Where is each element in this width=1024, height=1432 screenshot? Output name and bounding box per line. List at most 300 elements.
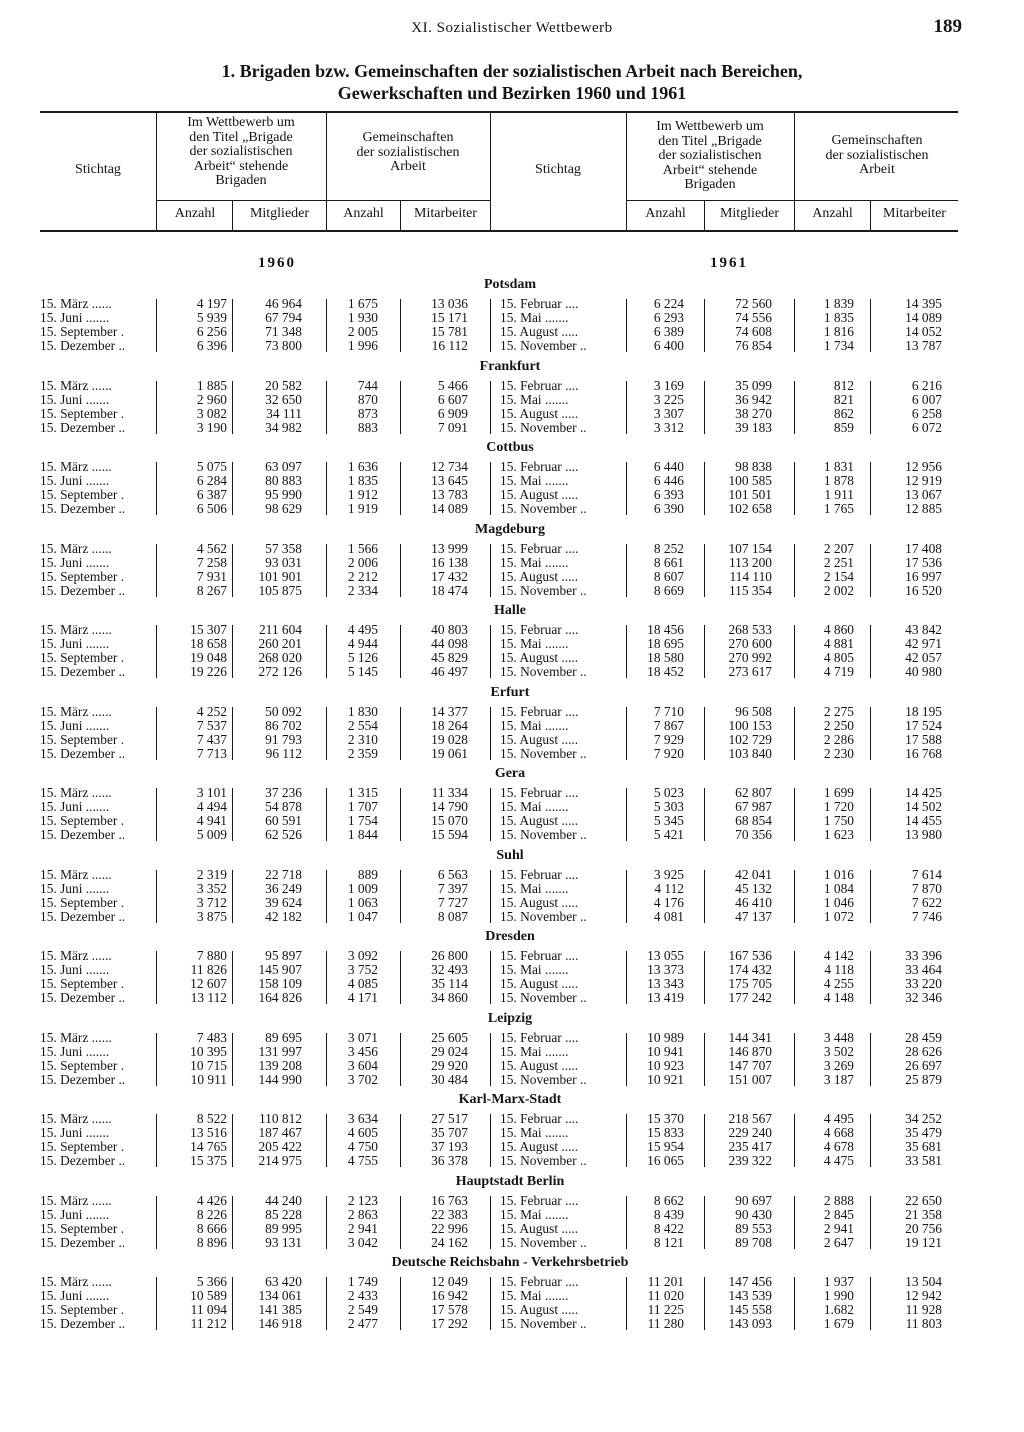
stichtag-cell: 15. März ...... (40, 1029, 112, 1045)
mitglieder-cell: 270 992 (728, 650, 772, 665)
column-divider (326, 625, 327, 678)
column-divider (626, 1033, 627, 1086)
mitarbeiter-cell: 34 860 (431, 990, 468, 1005)
stichtag-cell: 15. Dezember .. (40, 1071, 126, 1087)
header-stichtag-right: Stichtag (535, 162, 581, 177)
mitarbeiter-cell: 15 070 (431, 813, 468, 828)
anzahl-cell: 2 005 (347, 324, 378, 339)
mitglieder-cell: 36 249 (265, 880, 302, 896)
anzahl-cell: 883 (357, 419, 378, 435)
anzahl-cell: 4 255 (823, 976, 854, 991)
mitglieder-cell: 60 591 (265, 813, 302, 828)
anzahl-cell: 870 (357, 391, 378, 407)
stichtag-cell: 15. Juni ....... (40, 1125, 110, 1140)
mitarbeiter-cell: 7 746 (911, 908, 942, 924)
mitglieder-cell: 47 137 (735, 908, 772, 924)
mitarbeiter-cell: 33 464 (905, 962, 942, 977)
mitglieder-cell: 74 556 (735, 310, 772, 325)
mitarbeiter-cell: 12 956 (905, 459, 942, 474)
mitarbeiter-cell: 11 803 (905, 1316, 942, 1331)
anzahl-cell: 3 875 (196, 908, 227, 924)
stichtag-cell: 15. Dezember .. (40, 1153, 126, 1168)
mitglieder-cell: 146 870 (728, 1043, 772, 1059)
anzahl-cell: 13 516 (190, 1125, 227, 1140)
header-mitarbeiter: Mitarbeiter (883, 206, 946, 221)
mitarbeiter-cell: 16 138 (431, 554, 468, 570)
anzahl-cell: 18 695 (647, 636, 684, 651)
column-divider (626, 462, 627, 515)
column-divider (326, 544, 327, 597)
column-divider (794, 707, 795, 760)
stichtag-cell: 15. Februar .... (500, 296, 579, 311)
column-divider (490, 299, 491, 352)
mitarbeiter-cell: 22 650 (905, 1192, 942, 1208)
anzahl-cell: 873 (357, 405, 378, 421)
column-divider (490, 625, 491, 678)
anzahl-cell: 2 359 (347, 745, 378, 761)
mitglieder-cell: 89 553 (735, 1220, 772, 1236)
anzahl-cell: 3 071 (347, 1029, 378, 1045)
stichtag-cell: 15. März ...... (40, 377, 112, 393)
year-label-1961: 1961 (710, 255, 748, 271)
column-divider (794, 381, 795, 434)
anzahl-cell: 1 046 (823, 894, 854, 910)
mitarbeiter-cell: 34 252 (905, 1111, 942, 1126)
anzahl-cell: 4 118 (824, 962, 854, 977)
mitarbeiter-cell: 16 763 (431, 1192, 468, 1208)
mitarbeiter-cell: 40 803 (431, 622, 468, 637)
anzahl-cell: 4 495 (823, 1111, 854, 1126)
column-divider (232, 707, 233, 760)
stichtag-cell: 15. März ...... (40, 1111, 112, 1126)
anzahl-cell: 4 668 (823, 1125, 854, 1140)
mitglieder-cell: 164 826 (258, 990, 302, 1005)
column-divider (232, 788, 233, 841)
stichtag-cell: 15. Februar .... (500, 703, 579, 719)
mitarbeiter-cell: 35 707 (431, 1125, 468, 1140)
anzahl-cell: 8 226 (196, 1206, 227, 1222)
anzahl-cell: 6 390 (653, 501, 684, 516)
stichtag-cell: 15. Februar .... (500, 459, 579, 474)
anzahl-cell: 10 989 (647, 1029, 684, 1045)
mitglieder-cell: 70 356 (735, 827, 772, 842)
stichtag-cell: 15. Mai ....... (500, 1125, 569, 1140)
anzahl-cell: 6 440 (653, 459, 684, 474)
mitglieder-cell: 147 456 (728, 1274, 772, 1289)
mitarbeiter-cell: 16 997 (905, 568, 942, 584)
column-divider (704, 462, 705, 515)
mitglieder-cell: 100 153 (728, 717, 772, 733)
stichtag-cell: 15. September . (40, 1139, 125, 1154)
mitarbeiter-cell: 24 162 (431, 1234, 468, 1250)
column-divider (794, 1033, 795, 1086)
mitglieder-cell: 38 270 (735, 405, 772, 421)
stichtag-cell: 15. Juni ....... (40, 473, 110, 488)
mitglieder-cell: 211 604 (258, 622, 302, 637)
mitarbeiter-cell: 6 258 (911, 405, 942, 421)
mitarbeiter-cell: 22 383 (431, 1206, 468, 1222)
mitarbeiter-cell: 32 493 (431, 962, 468, 977)
region-heading: Halle (494, 603, 526, 618)
anzahl-cell: 6 400 (653, 338, 684, 353)
stichtag-cell: 15. November .. (500, 1234, 587, 1250)
header-stichtag-left: Stichtag (75, 162, 121, 177)
column-divider (490, 788, 491, 841)
column-divider (156, 1114, 157, 1167)
anzahl-cell: 2 319 (196, 866, 227, 882)
stichtag-cell: 15. September . (40, 1220, 125, 1236)
mitglieder-cell: 98 838 (735, 459, 772, 474)
mitarbeiter-cell: 37 193 (431, 1139, 468, 1154)
column-divider (704, 1114, 705, 1167)
column-divider (794, 1114, 795, 1167)
column-divider (156, 299, 157, 352)
region-heading: Leipzig (487, 1010, 533, 1026)
mitglieder-cell: 89 995 (265, 1220, 302, 1236)
stichtag-cell: 15. Dezember .. (40, 419, 126, 435)
anzahl-cell: 8 896 (196, 1234, 227, 1250)
mitarbeiter-cell: 29 920 (431, 1057, 468, 1073)
anzahl-cell: 2 002 (823, 582, 854, 598)
mitarbeiter-cell: 14 502 (905, 799, 942, 814)
stichtag-cell: 15. Mai ....... (500, 310, 569, 325)
column-divider (870, 1033, 871, 1086)
anzahl-cell: 15 375 (190, 1153, 227, 1168)
mitarbeiter-cell: 5 466 (437, 377, 468, 393)
stichtag-cell: 15. Mai ....... (500, 1206, 569, 1222)
mitglieder-cell: 35 099 (735, 377, 772, 393)
stichtag-cell: 15. März ...... (40, 622, 112, 637)
anzahl-cell: 11 212 (190, 1316, 227, 1331)
mitglieder-cell: 95 990 (265, 487, 302, 502)
anzahl-cell: 7 929 (653, 731, 684, 747)
mitglieder-cell: 42 041 (735, 866, 772, 882)
anzahl-cell: 2 549 (347, 1302, 378, 1317)
anzahl-cell: 3 634 (347, 1111, 378, 1126)
anzahl-cell: 2 275 (823, 703, 854, 719)
mitarbeiter-cell: 46 497 (431, 664, 468, 679)
anzahl-cell: 1.682 (823, 1302, 854, 1317)
region-heading: Deutsche Reichsbahn - Verkehrsbetrieb (391, 1255, 629, 1270)
mitglieder-cell: 113 200 (728, 554, 772, 570)
mitarbeiter-cell: 18 264 (431, 717, 468, 733)
column-divider (400, 544, 401, 597)
column-divider (156, 1033, 157, 1086)
mitarbeiter-cell: 7 614 (911, 866, 942, 882)
anzahl-cell: 8 422 (653, 1220, 684, 1236)
mitglieder-cell: 141 385 (258, 1302, 302, 1317)
mitarbeiter-cell: 15 594 (431, 827, 468, 842)
column-divider (704, 788, 705, 841)
column-divider (326, 462, 327, 515)
anzahl-cell: 7 437 (196, 731, 227, 747)
anzahl-cell: 1 707 (347, 799, 378, 814)
stichtag-cell: 15. August ..... (500, 1220, 579, 1236)
column-divider (326, 870, 327, 923)
anzahl-cell: 889 (357, 866, 378, 882)
column-divider (326, 707, 327, 760)
column-divider (704, 625, 705, 678)
mitarbeiter-cell: 15 781 (431, 324, 468, 339)
column-divider (870, 870, 871, 923)
column-divider (704, 299, 705, 352)
mitglieder-cell: 91 793 (265, 731, 302, 747)
anzahl-cell: 6 284 (196, 473, 227, 488)
mitarbeiter-cell: 7 397 (437, 880, 468, 896)
anzahl-cell: 18 452 (647, 664, 684, 679)
mitglieder-cell: 44 240 (265, 1192, 302, 1208)
anzahl-cell: 4 112 (654, 880, 684, 896)
stichtag-cell: 15. Mai ....... (500, 391, 569, 407)
column-divider (232, 951, 233, 1004)
column-divider (870, 788, 871, 841)
mitglieder-cell: 72 560 (735, 296, 772, 311)
column-divider (326, 1033, 327, 1086)
anzahl-cell: 5 126 (347, 650, 378, 665)
mitglieder-cell: 146 918 (258, 1316, 302, 1331)
mitarbeiter-cell: 12 049 (431, 1274, 468, 1289)
stichtag-cell: 15. Februar .... (500, 785, 579, 800)
column-divider (156, 462, 157, 515)
mitarbeiter-cell: 7 091 (437, 419, 468, 435)
stichtag-cell: 15. Dezember .. (40, 1316, 126, 1331)
anzahl-cell: 4 881 (823, 636, 854, 651)
anzahl-cell: 3 502 (823, 1043, 854, 1059)
column-divider (626, 1196, 627, 1249)
mitglieder-cell: 90 430 (735, 1206, 772, 1222)
mitarbeiter-cell: 17 578 (431, 1302, 468, 1317)
stichtag-cell: 15. September . (40, 487, 125, 502)
column-divider (490, 1033, 491, 1086)
anzahl-cell: 4 494 (196, 799, 227, 814)
mitglieder-cell: 229 240 (728, 1125, 772, 1140)
anzahl-cell: 1 679 (823, 1316, 854, 1331)
mitarbeiter-cell: 30 484 (431, 1071, 468, 1087)
mitarbeiter-cell: 17 408 (905, 540, 942, 556)
table-title-line-1: 1. Brigaden bzw. Gemeinschaften der sozialistischen Arbeit nach Bereichen, (221, 61, 803, 81)
anzahl-cell: 2 647 (823, 1234, 854, 1250)
anzahl-cell: 1 937 (823, 1274, 854, 1289)
mitarbeiter-cell: 14 052 (905, 324, 942, 339)
mitglieder-cell: 270 600 (728, 636, 772, 651)
anzahl-cell: 13 419 (647, 990, 684, 1005)
anzahl-cell: 13 343 (647, 976, 684, 991)
mitarbeiter-cell: 13 783 (431, 487, 468, 502)
stichtag-cell: 15. Februar .... (500, 866, 579, 882)
column-divider (870, 299, 871, 352)
anzahl-cell: 2 212 (347, 568, 378, 584)
mitarbeiter-cell: 14 395 (905, 296, 942, 311)
mitglieder-cell: 205 422 (258, 1139, 302, 1154)
anzahl-cell: 2 123 (347, 1192, 378, 1208)
anzahl-cell: 8 267 (196, 582, 227, 598)
anzahl-cell: 1 623 (823, 827, 854, 842)
anzahl-cell: 4 475 (823, 1153, 854, 1168)
mitglieder-cell: 145 907 (258, 962, 302, 977)
stichtag-cell: 15. März ...... (40, 948, 112, 963)
stichtag-cell: 15. November .. (500, 827, 587, 842)
mitarbeiter-cell: 14 377 (431, 703, 468, 719)
column-divider (870, 462, 871, 515)
column-divider (794, 870, 795, 923)
anzahl-cell: 1 072 (823, 908, 854, 924)
mitarbeiter-cell: 6 072 (911, 419, 942, 435)
stichtag-cell: 15. Dezember .. (40, 990, 126, 1005)
anzahl-cell: 3 456 (347, 1043, 378, 1059)
anzahl-cell: 1 911 (824, 487, 854, 502)
anzahl-cell: 2 941 (823, 1220, 854, 1236)
stichtag-cell: 15. November .. (500, 908, 587, 924)
anzahl-cell: 15 307 (190, 622, 227, 637)
column-divider (326, 1114, 327, 1167)
stichtag-cell: 15. Juni ....... (40, 880, 110, 896)
mitarbeiter-cell: 13 980 (905, 827, 942, 842)
anzahl-cell: 1 016 (823, 866, 854, 882)
column-divider (156, 951, 157, 1004)
stichtag-cell: 15. März ...... (40, 1192, 112, 1208)
anzahl-cell: 7 920 (653, 745, 684, 761)
stichtag-cell: 15. September . (40, 324, 125, 339)
anzahl-cell: 1 930 (347, 310, 378, 325)
mitglieder-cell: 214 975 (258, 1153, 302, 1168)
anzahl-cell: 8 439 (653, 1206, 684, 1222)
anzahl-cell: 3 092 (347, 948, 378, 963)
mitglieder-cell: 89 708 (735, 1234, 772, 1250)
anzahl-cell: 1 636 (347, 459, 378, 474)
mitglieder-cell: 76 854 (735, 338, 772, 353)
anzahl-cell: 3 169 (653, 377, 684, 393)
header-gemeinschaften-group-left: Gemeinschaften der sozialistischen Arbeit (356, 130, 460, 174)
mitarbeiter-cell: 26 697 (905, 1057, 942, 1073)
anzahl-cell: 1 919 (347, 501, 378, 516)
stichtag-cell: 15. Mai ....... (500, 636, 569, 651)
anzahl-cell: 1 912 (347, 487, 378, 502)
stichtag-cell: 15. Mai ....... (500, 473, 569, 488)
stichtag-cell: 15. Dezember .. (40, 582, 126, 598)
mitglieder-cell: 102 658 (728, 501, 772, 516)
anzahl-cell: 1 754 (347, 813, 378, 828)
anzahl-cell: 4 860 (823, 622, 854, 637)
anzahl-cell: 4 495 (347, 622, 378, 637)
mitglieder-cell: 268 533 (728, 622, 772, 637)
mitarbeiter-cell: 17 432 (431, 568, 468, 584)
anzahl-cell: 4 081 (653, 908, 684, 924)
column-divider (156, 381, 157, 434)
mitarbeiter-cell: 12 734 (431, 459, 468, 474)
mitglieder-cell: 139 208 (258, 1057, 302, 1073)
mitglieder-cell: 34 982 (265, 419, 302, 435)
mitarbeiter-cell: 16 520 (905, 582, 942, 598)
column-divider (156, 707, 157, 760)
mitglieder-cell: 235 417 (728, 1139, 772, 1154)
mitglieder-cell: 175 705 (728, 976, 772, 991)
mitarbeiter-cell: 33 581 (905, 1153, 942, 1168)
column-divider (704, 1196, 705, 1249)
anzahl-cell: 1 720 (823, 799, 854, 814)
column-divider (232, 870, 233, 923)
mitarbeiter-cell: 12 919 (905, 473, 942, 488)
mitglieder-cell: 93 031 (265, 554, 302, 570)
anzahl-cell: 1 315 (347, 785, 378, 800)
header-top-rule (40, 111, 958, 113)
anzahl-cell: 4 805 (823, 650, 854, 665)
mitglieder-cell: 100 585 (728, 473, 772, 488)
column-divider (490, 462, 491, 515)
column-divider (232, 544, 233, 597)
column-divider (400, 625, 401, 678)
stichtag-cell: 15. Juni ....... (40, 1043, 110, 1059)
anzahl-cell: 7 537 (196, 717, 227, 733)
mitglieder-cell: 45 132 (735, 880, 772, 896)
header-anzahl: Anzahl (174, 206, 216, 221)
header-bottom-rule (40, 230, 958, 232)
mitglieder-cell: 68 854 (735, 813, 772, 828)
stichtag-cell: 15. März ...... (40, 1274, 112, 1289)
mitarbeiter-cell: 12 942 (905, 1288, 942, 1303)
anzahl-cell: 7 713 (196, 745, 227, 761)
stichtag-cell: 15. März ...... (40, 703, 112, 719)
anzahl-cell: 3 352 (196, 880, 227, 896)
anzahl-cell: 744 (357, 377, 378, 393)
anzahl-cell: 3 752 (347, 962, 378, 977)
anzahl-cell: 1 878 (823, 473, 854, 488)
mitglieder-cell: 36 942 (735, 391, 772, 407)
anzahl-cell: 2 863 (347, 1206, 378, 1222)
anzahl-cell: 6 389 (653, 324, 684, 339)
column-divider (400, 1114, 401, 1167)
mitarbeiter-cell: 7 622 (911, 894, 942, 910)
mitarbeiter-cell: 36 378 (431, 1153, 468, 1168)
column-divider (326, 299, 327, 352)
mitglieder-cell: 101 901 (258, 568, 302, 584)
anzahl-cell: 8 662 (653, 1192, 684, 1208)
mitarbeiter-cell: 11 334 (431, 785, 468, 800)
column-divider (794, 1196, 795, 1249)
mitglieder-cell: 151 007 (728, 1071, 772, 1087)
mitglieder-cell: 22 718 (265, 866, 302, 882)
column-divider (232, 381, 233, 434)
anzahl-cell: 2 941 (347, 1220, 378, 1236)
mitarbeiter-cell: 42 971 (905, 636, 942, 651)
column-divider (326, 1196, 327, 1249)
anzahl-cell: 6 224 (653, 296, 684, 311)
column-divider (626, 788, 627, 841)
stichtag-cell: 15. September . (40, 976, 125, 991)
column-divider (490, 1196, 491, 1249)
mitarbeiter-cell: 13 036 (431, 296, 468, 311)
region-heading: Erfurt (490, 684, 530, 700)
anzahl-cell: 11 225 (647, 1302, 684, 1317)
page-number: 189 (933, 16, 962, 37)
column-divider (232, 625, 233, 678)
column-divider (326, 788, 327, 841)
anzahl-cell: 1 885 (196, 377, 227, 393)
mitglieder-cell: 67 794 (265, 310, 302, 325)
header-group-rule-right (626, 200, 958, 201)
anzahl-cell: 3 702 (347, 1071, 378, 1087)
anzahl-cell: 6 506 (196, 501, 227, 516)
anzahl-cell: 1 835 (347, 473, 378, 488)
mitglieder-cell: 187 467 (258, 1125, 302, 1140)
mitglieder-cell: 85 228 (265, 1206, 302, 1222)
mitglieder-cell: 63 097 (265, 459, 302, 474)
stichtag-cell: 15. November .. (500, 664, 587, 679)
anzahl-cell: 7 258 (196, 554, 227, 570)
anzahl-cell: 5 009 (196, 827, 227, 842)
column-divider (232, 1033, 233, 1086)
mitarbeiter-cell: 7 870 (911, 880, 942, 896)
header-anzahl: Anzahl (343, 206, 384, 221)
